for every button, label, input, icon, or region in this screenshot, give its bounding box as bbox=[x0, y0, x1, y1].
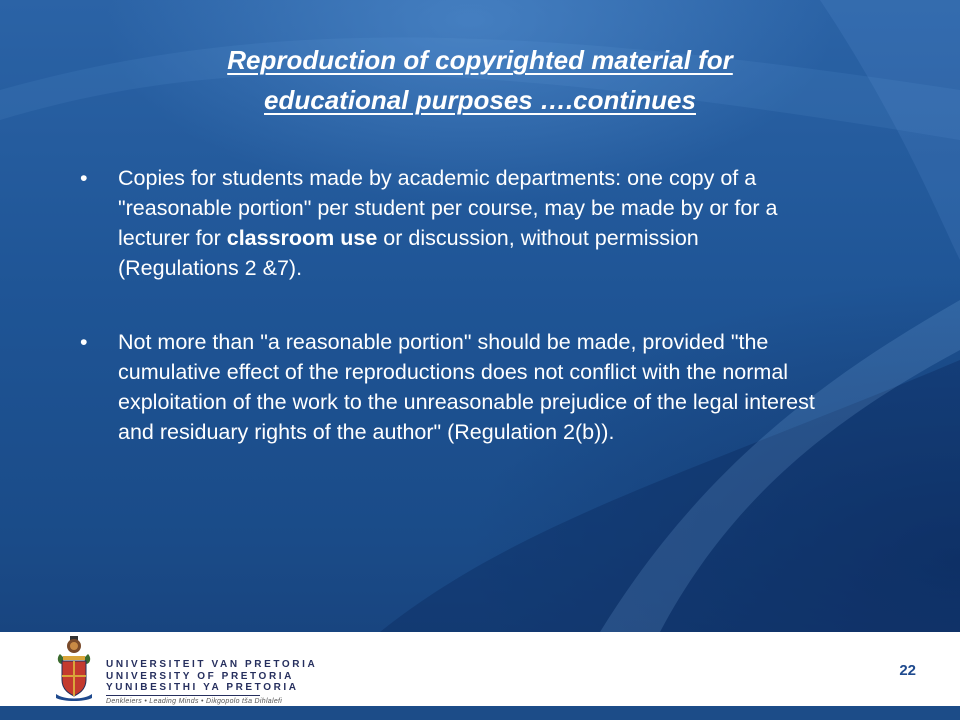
university-name-english: UNIVERSITY OF PRETORIA bbox=[106, 670, 294, 682]
footer bbox=[0, 632, 960, 706]
bullet-marker: • bbox=[80, 166, 88, 190]
bullet-item bbox=[80, 327, 820, 447]
footer-band bbox=[0, 706, 960, 720]
university-name-afrikaans: UNIVERSITEIT VAN PRETORIA bbox=[106, 659, 318, 670]
bullet-bold-text: classroom use bbox=[226, 226, 378, 250]
bullet-text: Copies for students made by academic departments: one copy of a "reasonable portion" per student per course, may be made by or for a lecturer for bbox=[118, 166, 778, 250]
bullet-list bbox=[80, 163, 820, 491]
university-wordmark bbox=[106, 659, 317, 708]
page-number: 22 bbox=[899, 662, 916, 679]
university-crest-icon bbox=[52, 634, 96, 702]
bullet-item bbox=[80, 163, 820, 283]
bullet-marker: • bbox=[80, 330, 88, 354]
title-line-1: Reproduction of copyrighted material for bbox=[227, 45, 733, 75]
slide-title bbox=[90, 40, 870, 120]
bullet-text: Not more than "a reasonable portion" should be made, provided "the cumulative effect of the reproductions does not conflict with the normal exploitation of the work to the unreasonable prejudice of the legal interest and residuary rights of the author" (Regulation 2(b)). bbox=[118, 330, 815, 444]
bullet-text: or discussion, without permission (Regulations 2 &7). bbox=[118, 226, 699, 280]
university-motto: Denkleiers • Leading Minds • Dikgopolo tša Dihlalefi bbox=[106, 697, 283, 705]
title-line-2: educational purposes ….continues bbox=[264, 85, 696, 115]
university-name-sepedi: YUNIBESITHI YA PRETORIA bbox=[106, 682, 299, 693]
